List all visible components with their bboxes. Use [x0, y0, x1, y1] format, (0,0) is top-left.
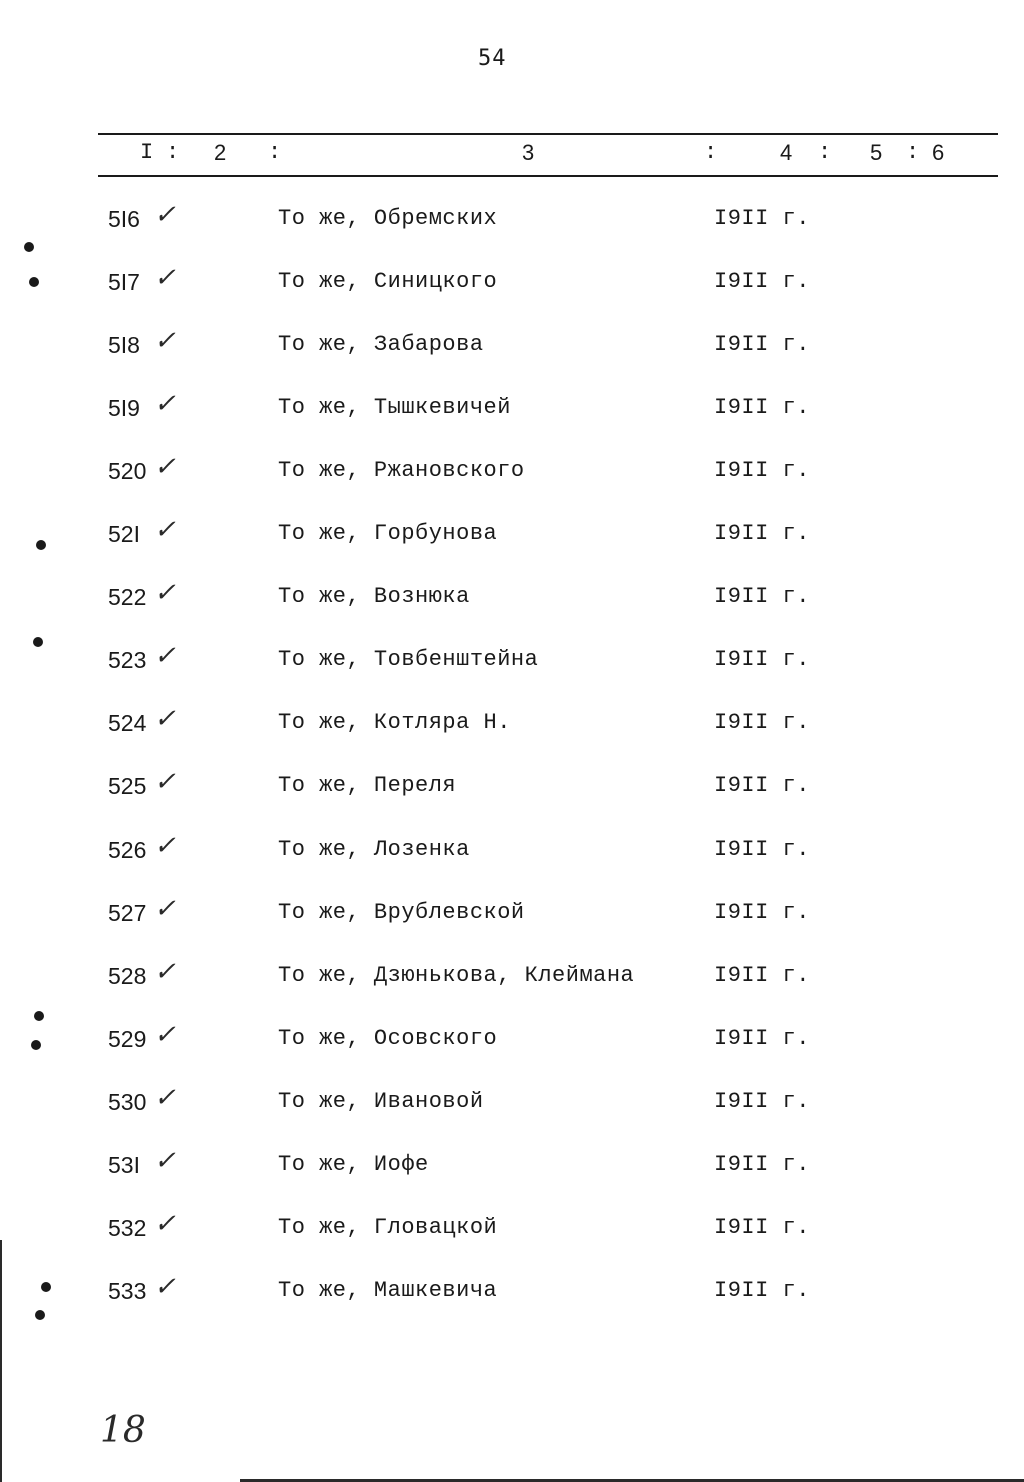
header-col-5: 5 [870, 140, 883, 165]
table-row [0, 389, 1024, 435]
record-title: То же, Обремских [278, 206, 498, 231]
record-number: 526 [108, 837, 147, 863]
page-edge-line [0, 1240, 2, 1482]
check-mark-icon: ✓ [154, 704, 176, 734]
check-mark-icon: ✓ [154, 389, 176, 419]
header-col-6: 6 [932, 140, 945, 165]
table-row [0, 1146, 1024, 1192]
record-number: 53I [108, 1152, 140, 1178]
record-number: 524 [108, 710, 147, 736]
record-number: 523 [108, 647, 147, 673]
binding-hole-icon [24, 242, 34, 252]
record-year: I9II г. [714, 837, 810, 862]
record-title: То же, Гловацкой [278, 1215, 498, 1240]
record-title: То же, Машкевича [278, 1278, 498, 1303]
record-year: I9II г. [714, 206, 810, 231]
table-row [0, 704, 1024, 750]
record-year: I9II г. [714, 1278, 810, 1303]
record-title: То же, Осовского [278, 1026, 498, 1051]
record-title: То же, Врублевской [278, 900, 525, 925]
record-title: То же, Товбенштейна [278, 647, 539, 672]
record-year: I9II г. [714, 1026, 810, 1051]
record-title: То же, Тышкевичей [278, 395, 511, 420]
check-mark-icon: ✓ [154, 1272, 176, 1302]
record-year: I9II г. [714, 458, 810, 483]
record-number: 530 [108, 1089, 147, 1115]
table-row [0, 767, 1024, 813]
header-col-4: 4 [780, 140, 793, 165]
record-year: I9II г. [714, 332, 810, 357]
record-number: 527 [108, 900, 147, 926]
check-mark-icon: ✓ [154, 957, 176, 987]
record-year: I9II г. [714, 710, 810, 735]
check-mark-icon: ✓ [154, 578, 176, 608]
record-title: То же, Ржановского [278, 458, 525, 483]
record-number: 528 [108, 963, 147, 989]
record-title: То же, Забарова [278, 332, 484, 357]
record-number: 5I7 [108, 269, 140, 295]
table-row [0, 1209, 1024, 1255]
table-row [0, 263, 1024, 309]
record-number: 520 [108, 458, 147, 484]
table-row [0, 1272, 1024, 1318]
record-year: I9II г. [714, 1089, 810, 1114]
binding-hole-icon [31, 1040, 41, 1050]
record-year: I9II г. [714, 773, 810, 798]
record-year: I9II г. [714, 1152, 810, 1177]
record-number: 525 [108, 773, 147, 799]
record-title: То же, Котляра Н. [278, 710, 511, 735]
record-title: То же, Синицкого [278, 269, 498, 294]
table-row [0, 1083, 1024, 1129]
record-number: 522 [108, 584, 147, 610]
table-row [0, 831, 1024, 877]
record-title: То же, Вознюка [278, 584, 470, 609]
record-number: 532 [108, 1215, 147, 1241]
check-mark-icon: ✓ [154, 452, 176, 482]
check-mark-icon: ✓ [154, 767, 176, 797]
table-row [0, 894, 1024, 940]
table-row [0, 957, 1024, 1003]
record-year: I9II г. [714, 963, 810, 988]
header-col-2: 2 [214, 140, 227, 165]
table-row [0, 1020, 1024, 1066]
check-mark-icon: ✓ [154, 1020, 176, 1050]
header-col-3: 3 [522, 140, 535, 165]
record-year: I9II г. [714, 269, 810, 294]
check-mark-icon: ✓ [154, 200, 176, 230]
record-title: То же, Иофе [278, 1152, 429, 1177]
header-separator: : [818, 140, 832, 165]
binding-hole-icon [34, 1011, 44, 1021]
table-row [0, 200, 1024, 246]
binding-hole-icon [33, 637, 43, 647]
record-year: I9II г. [714, 521, 810, 546]
check-mark-icon: ✓ [154, 1083, 176, 1113]
check-mark-icon: ✓ [154, 894, 176, 924]
header-separator: : [268, 140, 282, 165]
header-separator: : [166, 140, 180, 165]
binding-hole-icon [41, 1282, 51, 1292]
record-number: 52I [108, 521, 140, 547]
record-title: То же, Горбунова [278, 521, 498, 546]
table-row [0, 326, 1024, 372]
record-title: То же, Переля [278, 773, 457, 798]
record-year: I9II г. [714, 395, 810, 420]
record-year: I9II г. [714, 1215, 810, 1240]
check-mark-icon: ✓ [154, 1209, 176, 1239]
table-row [0, 641, 1024, 687]
table-row [0, 452, 1024, 498]
page-number: 54 [478, 46, 507, 71]
record-title: То же, Лозенка [278, 837, 470, 862]
record-number: 5I8 [108, 332, 140, 358]
binding-hole-icon [29, 277, 39, 287]
record-number: 5I9 [108, 395, 140, 421]
record-title: То же, Ивановой [278, 1089, 484, 1114]
record-number: 529 [108, 1026, 147, 1052]
table-row [0, 578, 1024, 624]
header-separator: : [906, 140, 920, 165]
check-mark-icon: ✓ [154, 831, 176, 861]
record-year: I9II г. [714, 900, 810, 925]
binding-hole-icon [36, 540, 46, 550]
table-row [0, 515, 1024, 561]
record-title: То же, Дзюнькова, Клеймана [278, 963, 635, 988]
record-year: I9II г. [714, 647, 810, 672]
header-separator: : [704, 140, 718, 165]
header-col-1: I [140, 140, 154, 165]
binding-hole-icon [35, 1310, 45, 1320]
check-mark-icon: ✓ [154, 1146, 176, 1176]
record-number: 533 [108, 1278, 147, 1304]
record-year: I9II г. [714, 584, 810, 609]
handwritten-note: 18 [100, 1410, 146, 1451]
check-mark-icon: ✓ [154, 641, 176, 671]
record-number: 5I6 [108, 206, 140, 232]
check-mark-icon: ✓ [154, 515, 176, 545]
check-mark-icon: ✓ [154, 326, 176, 356]
check-mark-icon: ✓ [154, 263, 176, 293]
